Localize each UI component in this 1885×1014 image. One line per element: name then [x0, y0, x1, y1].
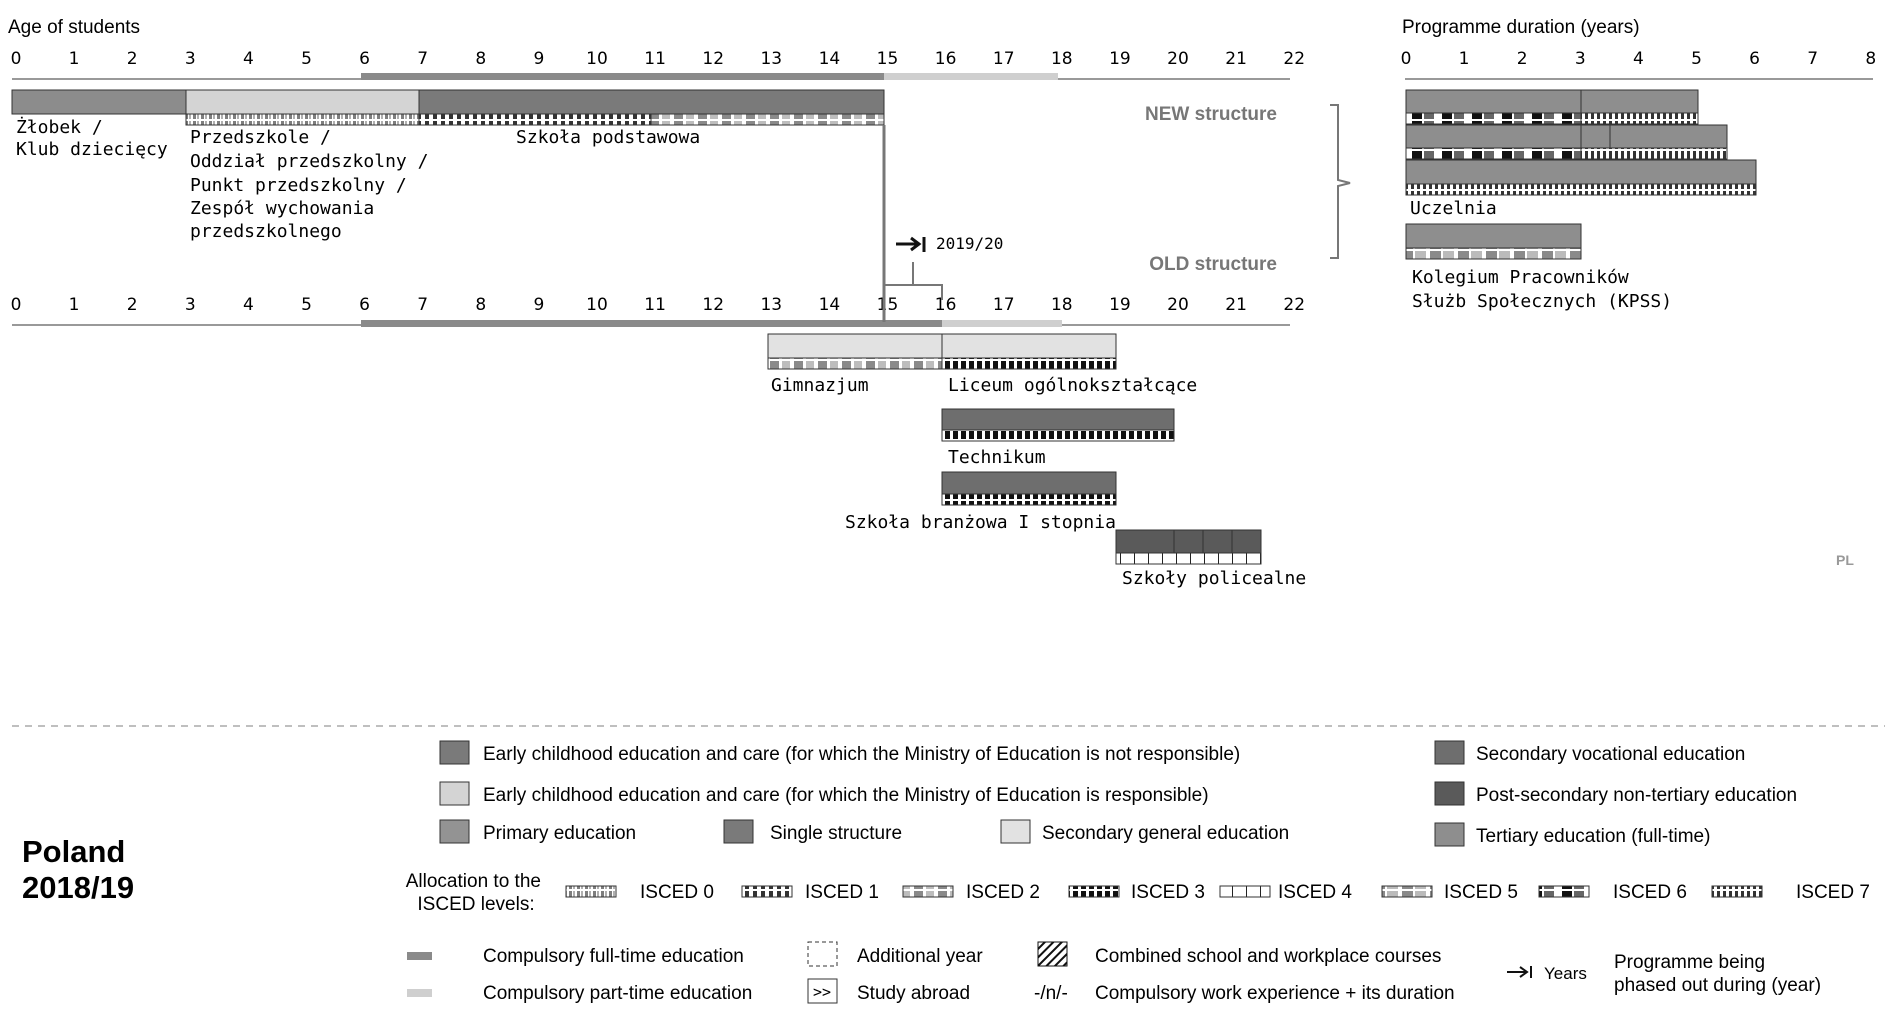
- przedszkole-label: Przedszkole / Oddział przedszkolny / Punkt przedszkolny / Zespół wychowania przedszkolnego: [190, 127, 429, 242]
- podstawowa-isced2-strip: [651, 114, 884, 125]
- age-top-tick-20: 20: [1167, 49, 1189, 69]
- duration-axis: [1401, 49, 1877, 69]
- age-bottom-tick-21: 21: [1225, 295, 1247, 315]
- liceum-isced-strip: [942, 358, 1116, 369]
- podstawowa-label: Szkoła podstawowa: [516, 127, 701, 148]
- age-top-tick-2: 2: [126, 49, 138, 69]
- legend-allocation-label: Allocation to the ISCED levels:: [405, 871, 541, 915]
- legend-isced6: ISCED 6: [1613, 882, 1687, 903]
- age-top-tick-1: 1: [68, 49, 80, 69]
- isced7-swatch: [1712, 886, 1762, 897]
- isced3-swatch: [1069, 886, 1119, 897]
- legend-swatch-primary: [440, 820, 469, 843]
- age-top-tick-18: 18: [1050, 49, 1073, 69]
- technikum-isced-strip: [942, 430, 1174, 441]
- age-top-tick-12: 12: [702, 49, 725, 69]
- gimnazjum-label: Gimnazjum: [771, 375, 869, 396]
- liceum-label: Liceum ogólnokształcące: [948, 375, 1198, 396]
- isced4-swatch: [1220, 886, 1270, 897]
- policealne-label: Szkoły policealne: [1122, 568, 1307, 589]
- age-bottom-tick-5: 5: [301, 295, 312, 315]
- age-bottom-tick-4: 4: [242, 295, 254, 315]
- age-bottom-tick-0: 0: [10, 295, 22, 315]
- legend-compulsory-part: Compulsory part-time education: [483, 983, 753, 1004]
- zlobek-label: Żłobek / Klub dziecięcy: [16, 117, 168, 160]
- zlobek-bar: [12, 90, 186, 114]
- age-bottom-tick-3: 3: [184, 295, 196, 315]
- age-top-tick-10: 10: [586, 49, 608, 69]
- age-top-tick-3: 3: [184, 49, 196, 69]
- duration-tick-0: 0: [1400, 49, 1412, 69]
- work-experience-symbol: -/n/-: [1034, 983, 1068, 1004]
- duration-tick-3: 3: [1574, 49, 1586, 69]
- age-top-tick-15: 15: [876, 49, 899, 69]
- compulsory-full-time-bar-old: [361, 320, 942, 327]
- age-bottom-tick-15: 15: [876, 295, 899, 315]
- legend-single: Single structure: [770, 823, 903, 844]
- legend-isced5: ISCED 5: [1444, 882, 1518, 903]
- legend-ecec-not-moe: Early childhood education and care (for which the Ministry of Education is not responsible): [483, 744, 1241, 765]
- combined-courses-icon: [1038, 942, 1067, 966]
- podstawowa-bar: [419, 90, 884, 114]
- age-top-tick-16: 16: [934, 49, 957, 69]
- duration-axis-title: Programme duration (years): [1402, 17, 1640, 38]
- age-top-tick-8: 8: [475, 49, 487, 69]
- duration-tick-7: 7: [1807, 49, 1819, 69]
- age-bottom-tick-22: 22: [1283, 295, 1306, 315]
- branzowa-bar: [942, 472, 1116, 494]
- tertiary-row-1: [1406, 90, 1698, 124]
- legend-isced2: ISCED 2: [966, 882, 1040, 903]
- legend-years: Years: [1544, 964, 1587, 983]
- years-arrow-icon: [1507, 966, 1531, 978]
- additional-year-icon: [808, 942, 837, 966]
- podstawowa-isced1-strip: [419, 114, 651, 125]
- age-top-tick-19: 19: [1109, 49, 1131, 69]
- legend-swatch-compulsory-full: [407, 952, 432, 960]
- age-bottom-tick-10: 10: [586, 295, 608, 315]
- legend-swatch-tertiary: [1435, 823, 1464, 846]
- age-bottom-tick-9: 9: [533, 295, 545, 315]
- age-top-tick-4: 4: [242, 49, 254, 69]
- legend-study-abroad: Study abroad: [857, 983, 971, 1004]
- legend-work-experience: Compulsory work experience + its duration: [1095, 983, 1455, 1004]
- age-bottom-tick-1: 1: [68, 295, 80, 315]
- age-bottom-tick-11: 11: [644, 295, 666, 315]
- age-bottom-tick-14: 14: [818, 295, 841, 315]
- legend-primary: Primary education: [483, 823, 637, 844]
- age-axis-bottom: [11, 295, 1305, 315]
- legend-compulsory-full: Compulsory full-time education: [483, 946, 744, 967]
- przedszkole-bar: [186, 90, 419, 114]
- age-top-tick-17: 17: [992, 49, 1015, 69]
- age-axis-top: [11, 49, 1305, 69]
- legend-ecec-moe: Early childhood education and care (for which the Ministry of Education is responsible): [483, 785, 1209, 806]
- kpss-label: Kolegium Pracowników Służb Społecznych (KPSS): [1412, 267, 1673, 312]
- duration-tick-5: 5: [1691, 49, 1702, 69]
- age-top-tick-6: 6: [359, 49, 371, 69]
- age-bottom-tick-16: 16: [934, 295, 957, 315]
- tertiary-row-3: [1406, 160, 1756, 195]
- legend-post-secondary: Post-secondary non-tertiary education: [1476, 785, 1798, 806]
- isced5-swatch: [1382, 886, 1432, 897]
- kpss-isced-strip: [1406, 248, 1581, 259]
- isced1-swatch: [742, 886, 792, 897]
- uczelnia-label: Uczelnia: [1410, 198, 1497, 219]
- gimnazjum-isced-strip: [768, 358, 942, 369]
- legend-isced4: ISCED 4: [1278, 882, 1352, 903]
- legend-swatch-ecec-not-moe: [440, 741, 469, 764]
- phase-out-marker: [884, 234, 1003, 300]
- age-top-tick-0: 0: [10, 49, 22, 69]
- study-abroad-symbol: >>: [812, 983, 832, 1001]
- technikum-label: Technikum: [948, 447, 1046, 468]
- tertiary-row-2: [1406, 125, 1727, 159]
- legend-swatch-compulsory-part: [407, 989, 432, 997]
- age-bottom-tick-12: 12: [702, 295, 725, 315]
- legend-sec-vocational: Secondary vocational education: [1476, 744, 1746, 765]
- branzowa-label: Szkoła branżowa I stopnia: [845, 512, 1116, 533]
- legend-isced1: ISCED 1: [805, 882, 879, 903]
- legend-additional-year: Additional year: [857, 946, 983, 967]
- legend-swatch-sec-vocational: [1435, 741, 1464, 764]
- age-bottom-tick-18: 18: [1050, 295, 1073, 315]
- age-top-tick-9: 9: [533, 49, 545, 69]
- country-code: PL: [1836, 552, 1854, 568]
- legend-phased-out: Programme being phased out during (year): [1614, 952, 1822, 996]
- liceum-bar: [942, 334, 1116, 358]
- age-top-tick-5: 5: [301, 49, 312, 69]
- legend: [406, 741, 1870, 1004]
- age-bottom-tick-17: 17: [992, 295, 1015, 315]
- compulsory-full-time-bar-new: [361, 73, 884, 80]
- compulsory-part-time-bar-old: [942, 320, 1062, 327]
- old-structure-label: OLD structure: [1149, 254, 1277, 275]
- isced6-swatch: [1539, 886, 1589, 897]
- duration-tick-6: 6: [1749, 49, 1761, 69]
- duration-tick-2: 2: [1516, 49, 1528, 69]
- age-top-tick-21: 21: [1225, 49, 1247, 69]
- gimnazjum-bar: [768, 334, 942, 358]
- age-bottom-tick-20: 20: [1167, 295, 1189, 315]
- age-top-tick-13: 13: [760, 49, 783, 69]
- legend-swatch-ecec-moe: [440, 782, 469, 805]
- isced0-swatch: [566, 886, 616, 897]
- legend-swatch-post-secondary: [1435, 782, 1464, 805]
- age-bottom-tick-13: 13: [760, 295, 783, 315]
- country-year: 2018/19: [22, 870, 135, 905]
- legend-isced3: ISCED 3: [1131, 882, 1205, 903]
- isced2-swatch: [903, 886, 953, 897]
- age-bottom-tick-8: 8: [475, 295, 487, 315]
- legend-swatch-single: [724, 820, 753, 843]
- age-bottom-tick-6: 6: [359, 295, 371, 315]
- age-bottom-tick-19: 19: [1109, 295, 1131, 315]
- compulsory-part-time-bar-new: [884, 73, 1058, 80]
- age-top-tick-14: 14: [818, 49, 841, 69]
- technikum-bar: [942, 409, 1174, 430]
- age-top-tick-22: 22: [1283, 49, 1306, 69]
- phase-out-year: 2019/20: [936, 234, 1004, 253]
- legend-combined: Combined school and workplace courses: [1095, 946, 1442, 967]
- legend-isced7: ISCED 7: [1796, 882, 1870, 903]
- structure-brace: [1330, 105, 1350, 258]
- age-bottom-tick-7: 7: [417, 295, 429, 315]
- age-top-tick-7: 7: [417, 49, 429, 69]
- kpss-bar: [1406, 224, 1581, 248]
- duration-tick-4: 4: [1632, 49, 1644, 69]
- legend-isced0: ISCED 0: [640, 882, 714, 903]
- branzowa-isced-strip: [942, 494, 1116, 505]
- age-top-tick-11: 11: [644, 49, 666, 69]
- przedszkole-isced-strip: [186, 114, 419, 125]
- duration-tick-1: 1: [1458, 49, 1470, 69]
- legend-sec-general: Secondary general education: [1042, 823, 1290, 844]
- policealne-bar: [1116, 530, 1261, 564]
- age-bottom-tick-2: 2: [126, 295, 138, 315]
- legend-tertiary: Tertiary education (full-time): [1476, 826, 1711, 847]
- duration-tick-8: 8: [1865, 49, 1877, 69]
- age-axis-title: Age of students: [8, 17, 141, 38]
- country-name: Poland: [22, 834, 126, 869]
- new-structure-label: NEW structure: [1145, 104, 1277, 125]
- legend-swatch-sec-general: [1001, 820, 1030, 843]
